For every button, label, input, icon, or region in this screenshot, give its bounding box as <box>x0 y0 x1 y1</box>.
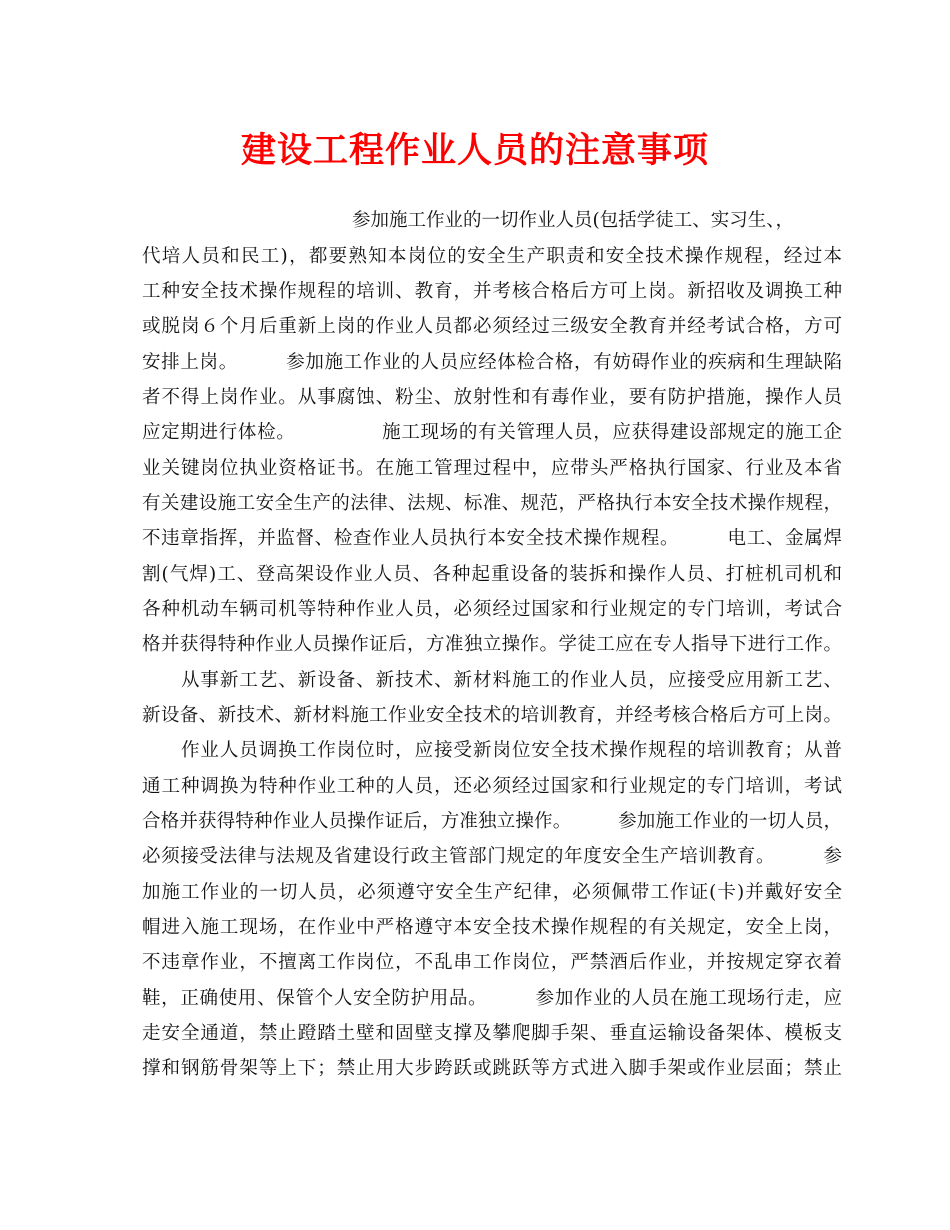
paragraph-line: 业关键岗位执业资格证书。在施工管理过程中，应带头严格执行国家、行业及本省 <box>142 458 842 479</box>
paragraph-line: 格并获得特种作业人员操作证后，方准独立操作。学徒工应在专人指导下进行工作。 <box>142 634 842 655</box>
paragraph-line: 撑和钢筋骨架等上下；禁止用大步跨跃或跳跃等方式进入脚手架或作业层面；禁止 <box>142 1058 842 1079</box>
paragraph-line: 参加施工作业的一切作业人员(包括学徒工、实习生、， <box>352 210 794 231</box>
paragraph-line: 应定期进行体检。 施工现场的有关管理人员，应获得建设部规定的施工企 <box>142 422 842 443</box>
paragraph-line: 有关建设施工安全生产的法律、法规、标准、规范，严格执行本安全技术操作规程， <box>142 493 842 514</box>
paragraph-line: 从事新工艺、新设备、新技术、新材料施工的作业人员，应接受应用新工艺、 <box>142 670 842 691</box>
paragraph-line: 不违章作业，不擅离工作岗位，不乱串工作岗位，严禁酒后作业，并按规定穿衣着 <box>142 952 842 973</box>
paragraph-line: 安排上岗。 参加施工作业的人员应经体检合格，有妨碍作业的疾病和生理缺陷 <box>142 352 842 373</box>
paragraph-line: 合格并获得特种作业人员操作证后，方准独立操作。 参加施工作业的一切人员， <box>142 811 842 832</box>
paragraph-line: 者不得上岗作业。从事腐蚀、粉尘、放射性和有毒作业，要有防护措施，操作人员 <box>142 387 842 408</box>
paragraph-line: 走安全通道，禁止蹬踏土壁和固壁支撑及攀爬脚手架、垂直运输设备架体、模板支 <box>142 1023 842 1044</box>
paragraph-line: 通工种调换为特种作业工种的人员，还必须经过国家和行业规定的专门培训，考试 <box>142 776 842 797</box>
paragraph-line: 代培人员和民工)，都要熟知本岗位的安全生产职责和安全技术操作规程，经过本 <box>142 246 842 267</box>
paragraph-line: 割(气焊)工、登高架设作业人员、各种起重设备的装拆和操作人员、打桩机司机和 <box>142 564 842 585</box>
paragraph-line: 工种安全技术操作规程的培训、教育，并考核合格后方可上岗。新招收及调换工种 <box>142 281 842 302</box>
paragraph-line: 或脱岗６个月后重新上岗的作业人员都必须经过三级安全教育并经考试合格，方可 <box>142 316 842 337</box>
paragraph-line: 鞋，正确使用、保管个人安全防护用品。 参加作业的人员在施工现场行走，应 <box>142 988 842 1009</box>
paragraph-line: 作业人员调换工作岗位时，应接受新岗位安全技术操作规程的培训教育；从普 <box>142 740 842 761</box>
paragraph-line: 新设备、新技术、新材料施工作业安全技术的培训教育，并经考核合格后方可上岗。 <box>142 705 842 726</box>
paragraph-line: 不违章指挥，并监督、检查作业人员执行本安全技术操作规程。 电工、金属焊 <box>142 528 842 549</box>
paragraph-line: 加施工作业的一切人员，必须遵守安全生产纪律，必须佩带工作证(卡)并戴好安全 <box>142 882 842 903</box>
paragraph-line: 必须接受法律与法规及省建设行政主管部门规定的年度安全生产培训教育。 参 <box>142 846 842 867</box>
paragraph-line: 帽进入施工现场，在作业中严格遵守本安全技术操作规程的有关规定，安全上岗， <box>142 917 842 938</box>
document-title: 建设工程作业人员的注意事项 <box>240 130 709 171</box>
paragraph-line: 各种机动车辆司机等特种作业人员，必须经过国家和行业规定的专门培训，考试合 <box>142 599 842 620</box>
